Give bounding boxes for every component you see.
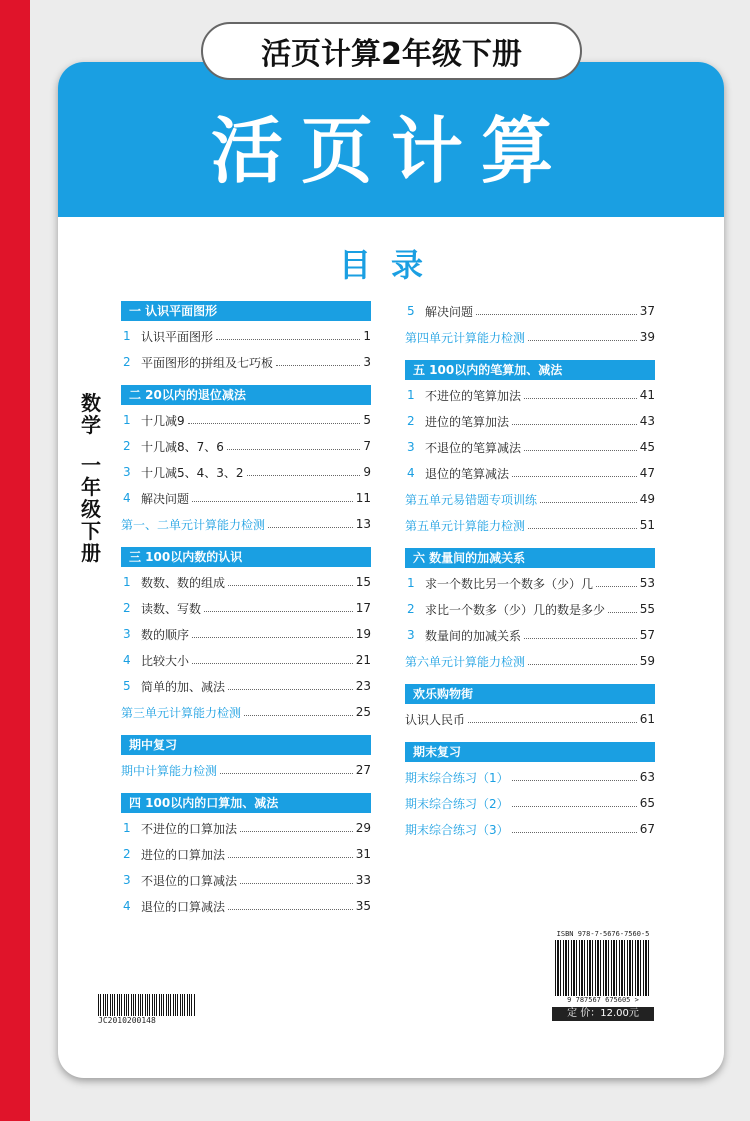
- leader-dots: [276, 365, 360, 366]
- leader-dots: [188, 423, 361, 424]
- section-header: 五 100以内的笔算加、减法: [405, 360, 655, 380]
- entry-number: 2: [407, 414, 415, 428]
- entry-number: 4: [123, 491, 131, 505]
- entry-label: 期末综合练习（1）: [405, 770, 509, 785]
- toc-entry: [121, 815, 371, 841]
- cover-card: [58, 62, 724, 1078]
- toc-entry: [121, 569, 371, 595]
- entry-number: 2: [123, 439, 131, 453]
- entry-label: 第三单元计算能力检测: [121, 705, 242, 720]
- entry-page: 3: [363, 355, 371, 369]
- product-code: [98, 994, 196, 1025]
- entry-page: 19: [355, 627, 371, 641]
- toc-entry: [405, 298, 655, 324]
- leader-dots: [244, 715, 353, 716]
- leader-dots: [228, 857, 353, 858]
- toc-entry: [121, 349, 371, 375]
- toc-entry: [405, 648, 655, 674]
- toc-right-column: [405, 298, 655, 842]
- barcode-digits: 9 787567 675605 >: [567, 996, 639, 1004]
- entry-label: 数量间的加减关系: [425, 628, 522, 643]
- entry-page: 33: [355, 873, 371, 887]
- toc-title: 目录: [338, 246, 443, 284]
- leader-dots: [524, 638, 637, 639]
- entry-number: 3: [123, 873, 131, 887]
- entry-label: 退位的笔算减法: [425, 466, 510, 481]
- entry-label: 第六单元计算能力检测: [405, 654, 526, 669]
- banner-title: 活页计算: [58, 62, 724, 217]
- entry-label: 期中计算能力检测: [121, 763, 218, 778]
- entry-label: 认识人民币: [405, 712, 466, 727]
- toc-entry: [405, 486, 655, 512]
- toc-entry: [405, 790, 655, 816]
- toc-entry: [121, 757, 371, 783]
- section-header: 欢乐购物街: [405, 684, 655, 704]
- entry-number: 3: [407, 628, 415, 642]
- leader-dots: [512, 780, 637, 781]
- entry-page: 53: [639, 576, 655, 590]
- leader-dots: [228, 689, 353, 690]
- isbn-number: ISBN 978-7-5676-7560-5: [556, 930, 650, 938]
- toc-entry: [121, 673, 371, 699]
- entry-label: 数数、数的组成: [141, 575, 226, 590]
- entry-label: 数的顺序: [141, 627, 190, 642]
- entry-label: 期末综合练习（3）: [405, 822, 509, 837]
- entry-page: 25: [355, 705, 371, 719]
- leader-dots: [192, 663, 353, 664]
- entry-page: 17: [355, 601, 371, 615]
- entry-number: 1: [123, 329, 131, 343]
- entry-number: 1: [123, 575, 131, 589]
- leader-dots: [227, 449, 360, 450]
- entry-page: 43: [639, 414, 655, 428]
- entry-label: 期末综合练习（2）: [405, 796, 509, 811]
- entry-number: 2: [123, 355, 131, 369]
- entry-page: 21: [355, 653, 371, 667]
- entry-label: 第五单元计算能力检测: [405, 518, 526, 533]
- entry-number: 2: [407, 602, 415, 616]
- leader-dots: [192, 501, 353, 502]
- leader-dots: [524, 398, 637, 399]
- entry-page: 23: [355, 679, 371, 693]
- entry-number: 4: [123, 899, 131, 913]
- leader-dots: [247, 475, 361, 476]
- toc-entry: [405, 434, 655, 460]
- subject-label: 数 学: [81, 391, 101, 437]
- section-header: 期末复习: [405, 742, 655, 762]
- entry-label: 求比一个数多（少）几的数是多少: [425, 602, 606, 617]
- entry-page: 7: [363, 439, 371, 453]
- entry-number: 2: [123, 601, 131, 615]
- section-header: 二 20以内的退位减法: [121, 385, 371, 405]
- leader-dots: [528, 664, 637, 665]
- toc-entry: [405, 382, 655, 408]
- entry-page: 45: [639, 440, 655, 454]
- leader-dots: [596, 586, 637, 587]
- entry-page: 1: [363, 329, 371, 343]
- leader-dots: [512, 806, 637, 807]
- entry-number: 4: [123, 653, 131, 667]
- toc-entry: [121, 459, 371, 485]
- product-code-text: JC2010200148: [98, 1016, 156, 1025]
- leader-dots: [476, 314, 637, 315]
- leader-dots: [228, 909, 353, 910]
- entry-label: 不进位的口算加法: [141, 821, 238, 836]
- toc-entry: [121, 841, 371, 867]
- entry-label: 第五单元易错题专项训练: [405, 492, 538, 507]
- entry-page: 27: [355, 763, 371, 777]
- toc-entry: [405, 570, 655, 596]
- leader-dots: [216, 339, 360, 340]
- entry-label: 读数、写数: [141, 601, 202, 616]
- leader-dots: [540, 502, 637, 503]
- entry-page: 47: [639, 466, 655, 480]
- leader-dots: [240, 831, 353, 832]
- toc-entry: [405, 512, 655, 538]
- entry-page: 57: [639, 628, 655, 642]
- section-header: 一 认识平面图形: [121, 301, 371, 321]
- entry-page: 55: [639, 602, 655, 616]
- section-header: 六 数量间的加减关系: [405, 548, 655, 568]
- entry-label: 解决问题: [141, 491, 190, 506]
- entry-label: 不退位的笔算减法: [425, 440, 522, 455]
- toc-entry: [405, 596, 655, 622]
- entry-page: 63: [639, 770, 655, 784]
- toc-entry: [121, 511, 371, 537]
- entry-page: 49: [639, 492, 655, 506]
- entry-label: 退位的口算减法: [141, 899, 226, 914]
- entry-page: 31: [355, 847, 371, 861]
- entry-label: 进位的口算加法: [141, 847, 226, 862]
- price-label: 定 价：12.00元: [552, 1007, 654, 1021]
- entry-label: 第四单元计算能力检测: [405, 330, 526, 345]
- entry-number: 1: [123, 821, 131, 835]
- entry-page: 35: [355, 899, 371, 913]
- small-barcode: [98, 994, 196, 1016]
- leader-dots: [468, 722, 637, 723]
- entry-number: 5: [407, 304, 415, 318]
- leader-dots: [240, 883, 353, 884]
- toc-entry: [405, 408, 655, 434]
- entry-number: 1: [123, 413, 131, 427]
- leader-dots: [528, 340, 637, 341]
- leader-dots: [192, 637, 353, 638]
- entry-number: 1: [407, 388, 415, 402]
- toc-entry: [121, 621, 371, 647]
- entry-page: 51: [639, 518, 655, 532]
- entry-label: 进位的笔算加法: [425, 414, 510, 429]
- leader-dots: [228, 585, 353, 586]
- entry-page: 29: [355, 821, 371, 835]
- toc-entry: [121, 433, 371, 459]
- entry-page: 9: [363, 465, 371, 479]
- section-header: 三 100以内数的认识: [121, 547, 371, 567]
- entry-page: 65: [639, 796, 655, 810]
- entry-label: 不退位的口算减法: [141, 873, 238, 888]
- toc-entry: [405, 816, 655, 842]
- section-header: 四 100以内的口算加、减法: [121, 793, 371, 813]
- leader-dots: [512, 424, 637, 425]
- spine-vertical-text: [76, 392, 106, 564]
- entry-label: 十几减8、7、6: [141, 439, 224, 454]
- leader-dots: [512, 476, 637, 477]
- entry-label: 解决问题: [425, 304, 474, 319]
- toc-entry: [121, 595, 371, 621]
- toc-entry: [121, 323, 371, 349]
- isbn-block: [552, 930, 654, 1038]
- leader-dots: [528, 528, 637, 529]
- entry-page: 67: [639, 822, 655, 836]
- leader-dots: [524, 450, 637, 451]
- entry-number: 4: [407, 466, 415, 480]
- toc-left-column: [121, 301, 371, 919]
- toc-entry: [121, 407, 371, 433]
- entry-number: 3: [407, 440, 415, 454]
- toc-entry: [405, 324, 655, 350]
- leader-dots: [220, 773, 353, 774]
- toc-entry: [405, 460, 655, 486]
- entry-label: 十几减5、4、3、2: [141, 465, 244, 480]
- entry-label: 十几减9: [141, 413, 185, 428]
- toc-entry: [121, 699, 371, 725]
- entry-label: 平面图形的拼组及七巧板: [141, 355, 274, 370]
- leader-dots: [268, 527, 353, 528]
- book-title-pill: 活页计算2年级下册: [201, 22, 582, 80]
- section-header: 期中复习: [121, 735, 371, 755]
- toc-entry: [121, 893, 371, 919]
- entry-page: 5: [363, 413, 371, 427]
- entry-page: 41: [639, 388, 655, 402]
- entry-label: 求一个数比另一个数多（少）几: [425, 576, 594, 591]
- toc-entry: [405, 706, 655, 732]
- entry-label: 比较大小: [141, 653, 190, 668]
- entry-number: 5: [123, 679, 131, 693]
- entry-label: 不进位的笔算加法: [425, 388, 522, 403]
- entry-page: 39: [639, 330, 655, 344]
- entry-label: 认识平面图形: [141, 329, 214, 344]
- isbn-barcode: [555, 940, 651, 996]
- entry-page: 59: [639, 654, 655, 668]
- toc-entry: [121, 867, 371, 893]
- leader-dots: [204, 611, 353, 612]
- entry-number: 2: [123, 847, 131, 861]
- entry-label: 简单的加、减法: [141, 679, 226, 694]
- entry-page: 61: [639, 712, 655, 726]
- entry-page: 13: [355, 517, 371, 531]
- entry-page: 15: [355, 575, 371, 589]
- entry-label: 第一、二单元计算能力检测: [121, 517, 266, 532]
- entry-number: 3: [123, 627, 131, 641]
- spine-stripe: [0, 0, 30, 1121]
- entry-number: 3: [123, 465, 131, 479]
- entry-page: 37: [639, 304, 655, 318]
- grade-label: 一 年 级 下 册: [81, 453, 101, 565]
- leader-dots: [608, 612, 637, 613]
- entry-page: 11: [355, 491, 371, 505]
- toc-entry: [405, 622, 655, 648]
- leader-dots: [512, 832, 637, 833]
- entry-number: 1: [407, 576, 415, 590]
- toc-entry: [121, 485, 371, 511]
- toc-entry: [121, 647, 371, 673]
- toc-entry: [405, 764, 655, 790]
